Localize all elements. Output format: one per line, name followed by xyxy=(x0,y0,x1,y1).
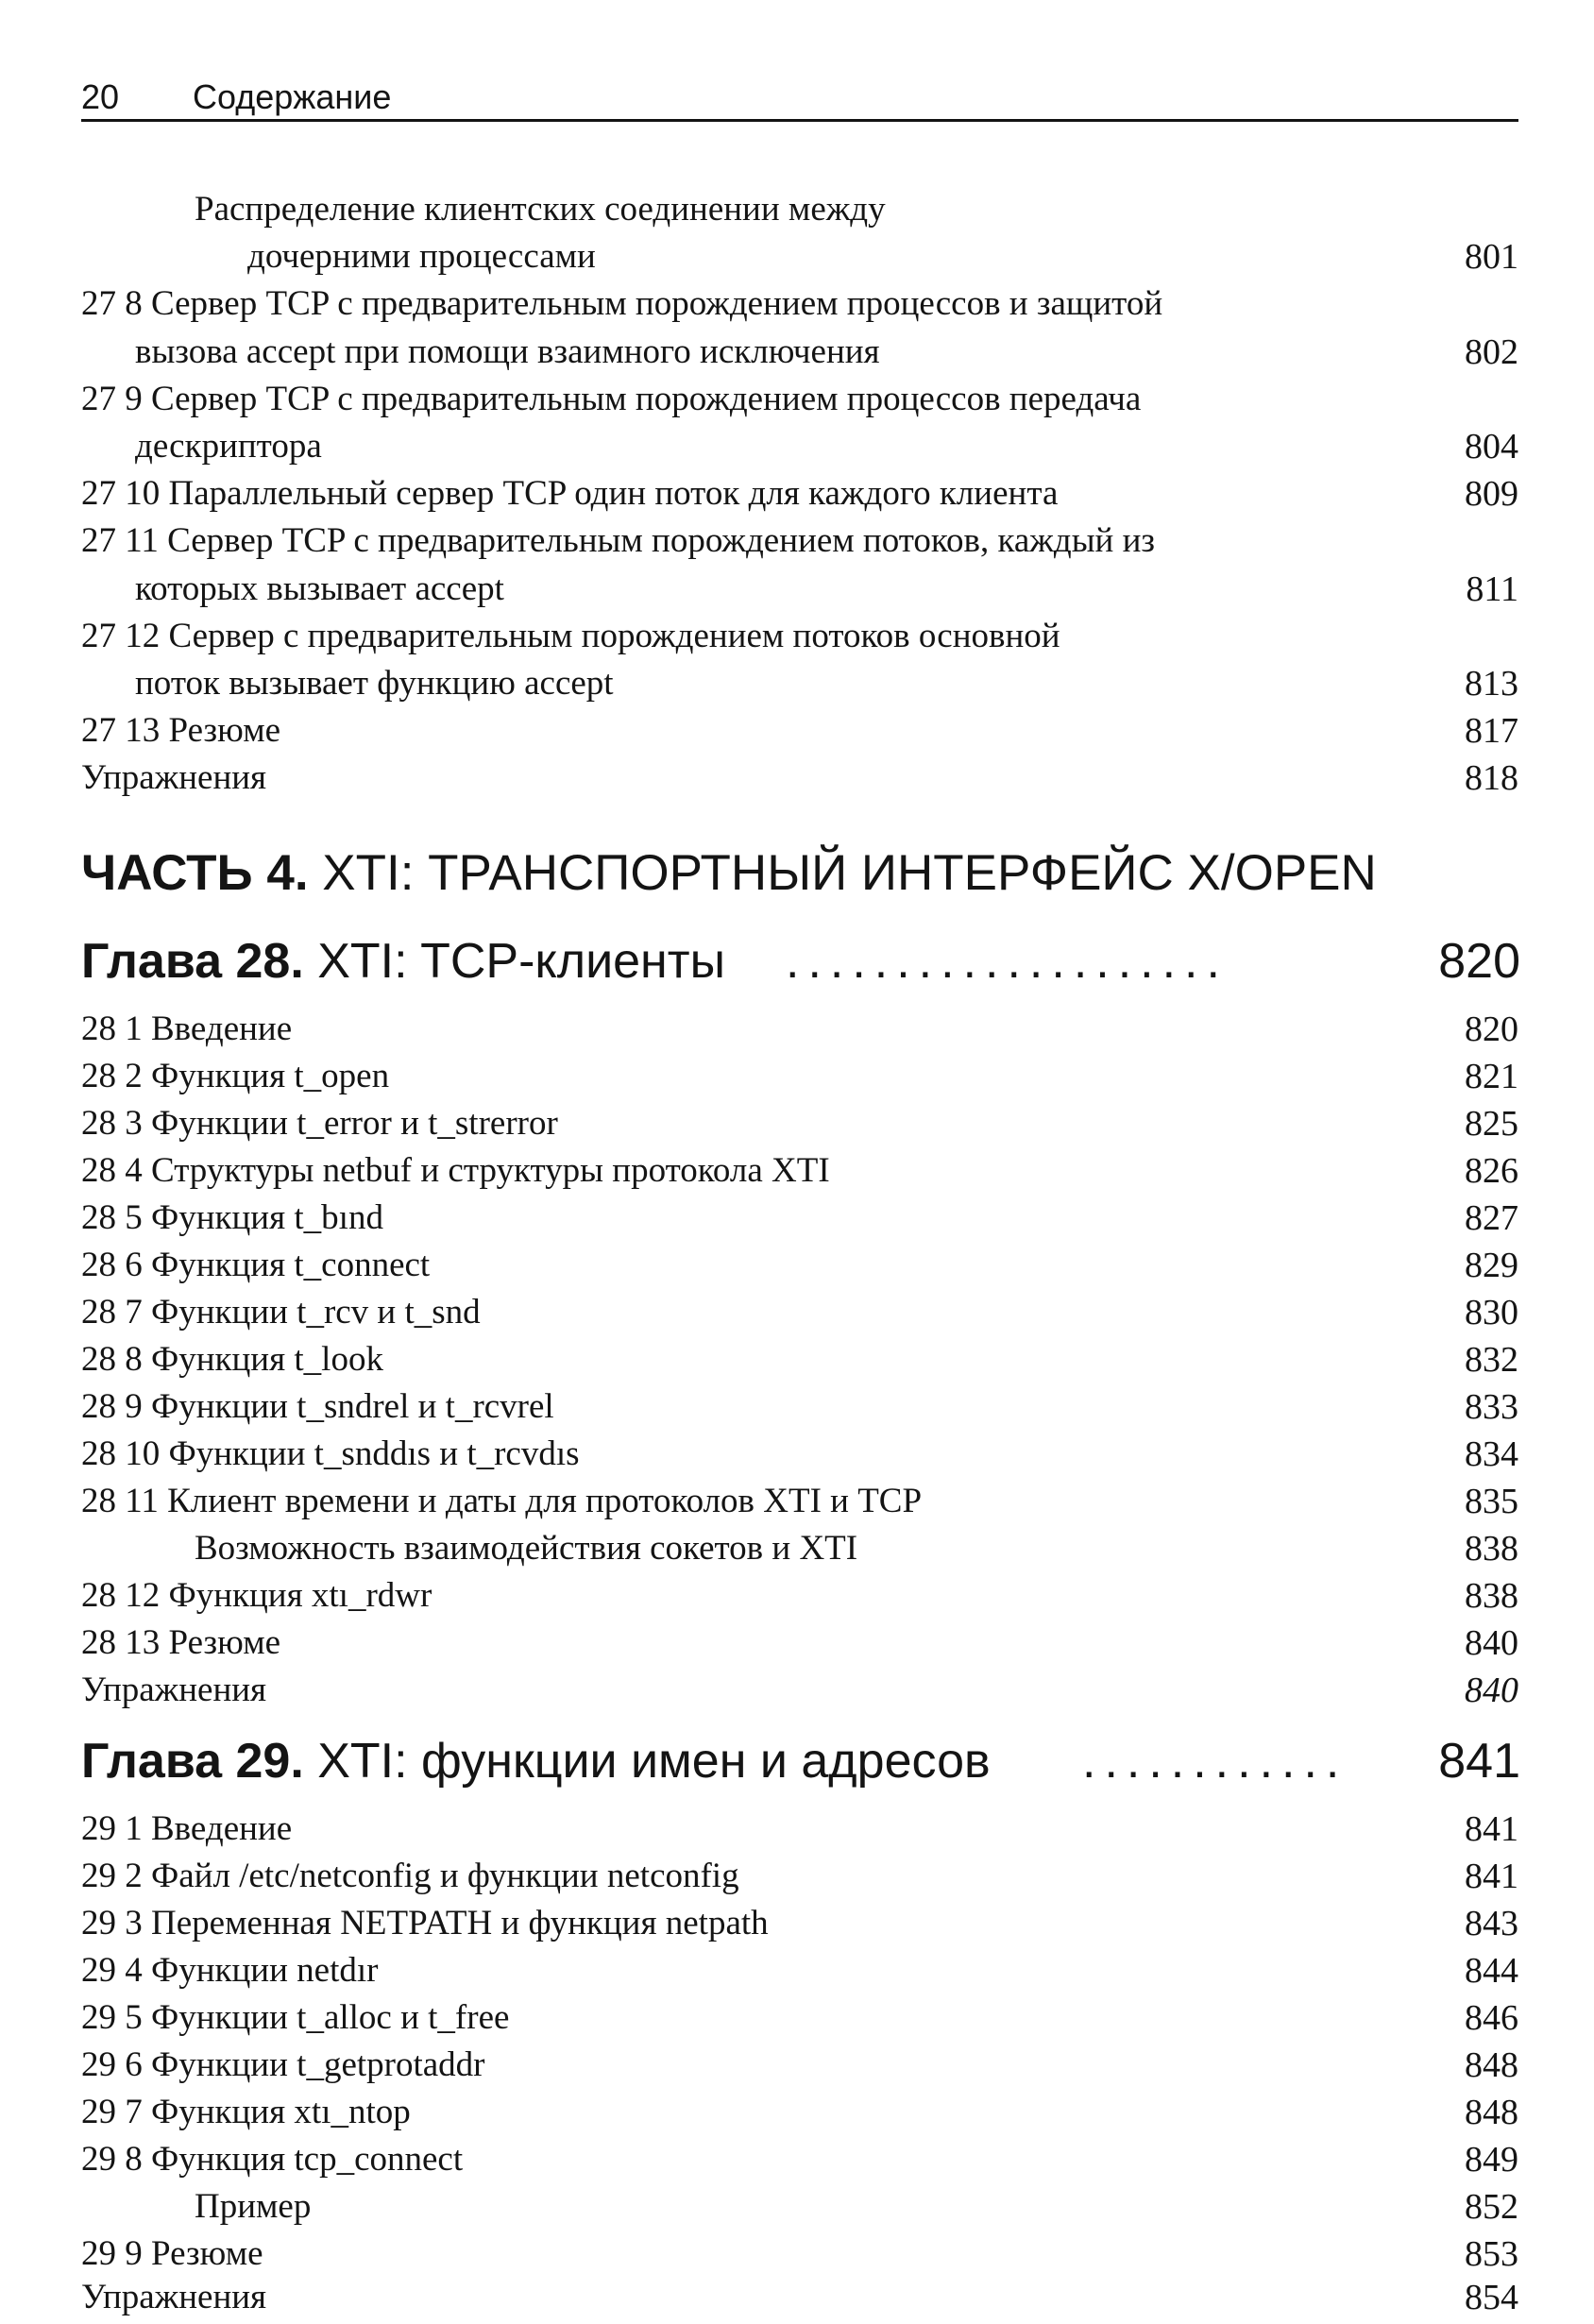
toc-entry-label: Пример xyxy=(195,2187,312,2226)
toc-entry-label: 27 9 Сервер TCP с предварительным порождением процессов передача xyxy=(81,380,1142,418)
toc-entry-page: 848 xyxy=(1465,2045,1518,2085)
toc-entry-label: Распределение клиентских соединении между xyxy=(195,190,886,229)
chapter-heading-title: XTI: функции имен и адресов xyxy=(317,1734,991,1789)
toc-entry-page: 802 xyxy=(1465,332,1518,372)
chapter-heading-page: 841 xyxy=(1438,1734,1520,1789)
toc-entry-page: 829 xyxy=(1465,1246,1518,1285)
toc-entry-page: 840 xyxy=(1465,1623,1518,1663)
toc-entry-label: 29 1 Введение xyxy=(81,1809,293,1848)
toc-entry-page: 827 xyxy=(1465,1198,1518,1238)
chapter-heading xyxy=(81,1730,1520,1792)
toc-entry-label: 28 7 Функции t_rcv и t_snd xyxy=(81,1293,481,1332)
toc-entry-label: 29 6 Функции t_getprotaddr xyxy=(81,2045,485,2084)
toc-entry-label: 28 2 Функция t_open xyxy=(81,1057,390,1095)
chapter-heading-page: 820 xyxy=(1438,934,1520,989)
toc-entry-label: Упражнения xyxy=(81,1671,267,1709)
toc-entry-label: 28 5 Функция t_bınd xyxy=(81,1198,383,1237)
toc-entry-page: 840 xyxy=(1465,1671,1518,1710)
toc-entry-label: 29 9 Резюме xyxy=(81,2234,263,2273)
toc-entry-label: 28 6 Функция t_connect xyxy=(81,1246,431,1284)
toc-entry-label: 28 10 Функции t_snddıs и t_rcvdıs xyxy=(81,1434,580,1473)
toc-entry-page: 833 xyxy=(1465,1387,1518,1427)
toc-entry-label: 28 4 Структуры netbuf и структуры протокола XTI xyxy=(81,1151,830,1190)
toc-entry-label: 27 8 Сервер TCP с предварительным порождением процессов и защитой xyxy=(81,284,1163,323)
part-heading-prefix: ЧАСТЬ 4. xyxy=(81,845,309,901)
toc-entry-page: 825 xyxy=(1465,1104,1518,1144)
chapter-heading xyxy=(81,930,1520,992)
toc-entry-page: 835 xyxy=(1465,1482,1518,1521)
chapter-heading-prefix: Глава 28. xyxy=(81,934,304,989)
toc-entry-label: дескриптора xyxy=(135,427,322,466)
toc-entry-page: 820 xyxy=(1465,1009,1518,1049)
toc-entry-label: 29 8 Функция tcp_connect xyxy=(81,2140,464,2179)
toc-entry-page: 834 xyxy=(1465,1434,1518,1474)
toc-entry-page: 844 xyxy=(1465,1951,1518,1991)
toc-entry-label: 27 12 Сервер с предварительным порождением потоков основной xyxy=(81,617,1060,655)
toc-entry-page: 846 xyxy=(1465,1998,1518,2038)
toc-entry-label: 28 1 Введение xyxy=(81,1009,293,1048)
toc-entry-page: 841 xyxy=(1465,1857,1518,1896)
toc-entry-label: Упражнения xyxy=(81,2278,267,2316)
chapter-heading-prefix: Глава 29. xyxy=(81,1734,304,1789)
part-heading xyxy=(81,840,1377,907)
toc-entry-label: 29 5 Функции t_alloc и t_free xyxy=(81,1998,510,2037)
page-number: 20 xyxy=(81,77,120,116)
toc-entry-page: 809 xyxy=(1465,474,1518,514)
toc-entry-label: Возможность взаимодействия сокетов и XTI xyxy=(195,1529,858,1568)
toc-entry-label: 27 10 Параллельный сервер TCP один поток для каждого клиента xyxy=(81,474,1059,513)
toc-entry-page: 832 xyxy=(1465,1340,1518,1380)
toc-entry-label: 27 11 Сервер TCP с предварительным порождением потоков, каждый из xyxy=(81,521,1156,560)
part-heading-title: XTI: ТРАНСПОРТНЫЙ ИНТЕРФЕЙС X/OPEN xyxy=(322,845,1377,901)
toc-entry-label: 29 7 Функция xtı_ntop xyxy=(81,2093,411,2131)
toc-entry-page: 804 xyxy=(1465,427,1518,466)
toc-entry-label: 28 9 Функции t_sndrel и t_rcvrel xyxy=(81,1387,554,1426)
toc-entry-page: 821 xyxy=(1465,1057,1518,1096)
toc-entry-label: дочерними процессами xyxy=(247,237,596,276)
toc-entry-page: 817 xyxy=(1465,711,1518,751)
toc-entry-label: Упражнения xyxy=(81,758,267,797)
toc-entry-page: 853 xyxy=(1465,2234,1518,2274)
toc-entry-label: которых вызывает accept xyxy=(135,569,504,608)
toc-entry-page: 838 xyxy=(1465,1529,1518,1569)
toc-entry-label: 29 3 Переменная NETPATH и функция netpath xyxy=(81,1904,769,1942)
toc-entry-page: 848 xyxy=(1465,2093,1518,2132)
chapter-heading-leader: .................... xyxy=(786,934,1229,989)
running-title: Содержание xyxy=(193,77,392,116)
toc-entry-page: 854 xyxy=(1465,2278,1518,2317)
toc-entry-label: поток вызывает функцию accept xyxy=(135,664,614,703)
toc-entry-page: 838 xyxy=(1465,1576,1518,1616)
chapter-heading-leader: ............ xyxy=(1082,1734,1348,1789)
toc-entry-label: 27 13 Резюме xyxy=(81,711,281,750)
toc-entry-page: 830 xyxy=(1465,1293,1518,1332)
toc-entry-label: 28 11 Клиент времени и даты для протоколов XTI и TCP xyxy=(81,1482,923,1520)
toc-entry-page: 811 xyxy=(1466,569,1518,609)
toc-entry-page: 849 xyxy=(1465,2140,1518,2180)
toc-entry-page: 813 xyxy=(1465,664,1518,704)
toc-entry-label: 28 3 Функции t_error и t_strerror xyxy=(81,1104,558,1143)
toc-entry-label: 28 8 Функция t_look xyxy=(81,1340,383,1379)
chapter-heading-title: XTI: TCP-клиенты xyxy=(317,934,725,989)
toc-entry-page: 826 xyxy=(1465,1151,1518,1191)
toc-entry-page: 843 xyxy=(1465,1904,1518,1943)
toc-entry-label: 29 4 Функции netdır xyxy=(81,1951,379,1990)
toc-entry-page: 801 xyxy=(1465,237,1518,277)
toc-entry-label: 28 12 Функция xtı_rdwr xyxy=(81,1576,432,1615)
toc-entry-page: 818 xyxy=(1465,758,1518,798)
toc-entry-page: 841 xyxy=(1465,1809,1518,1849)
toc-entry-page: 852 xyxy=(1465,2187,1518,2227)
toc-entry-label: 29 2 Файл /etc/netconfig и функции netconfig xyxy=(81,1857,739,1895)
toc-entry-label: 28 13 Резюме xyxy=(81,1623,281,1662)
toc-entry-label: вызова accept при помощи взаимного исключения xyxy=(135,332,880,371)
